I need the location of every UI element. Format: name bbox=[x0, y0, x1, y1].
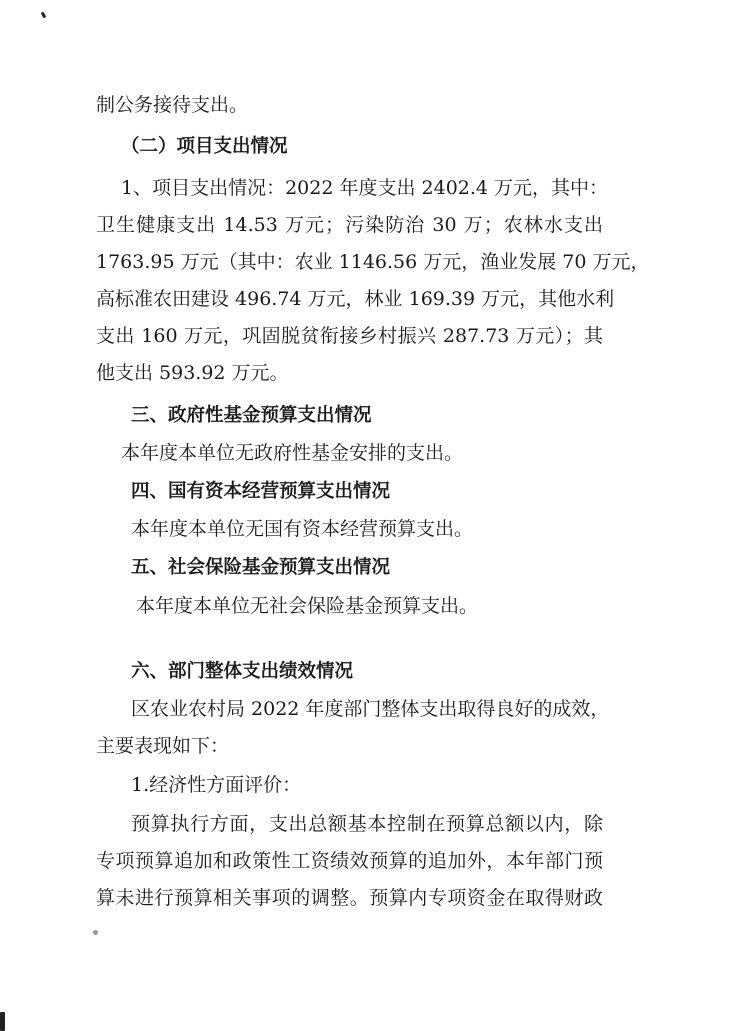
paragraph-line: 专项预算追加和政策性工资绩效预算的追加外，本年部门预 bbox=[96, 850, 603, 872]
paragraph-line: 制公务接待支出。 bbox=[96, 94, 249, 116]
section-heading: 六、部门整体支出绩效情况 bbox=[131, 661, 354, 682]
paragraph-line: 本年度本单位无政府性基金安排的支出。 bbox=[121, 442, 464, 464]
paragraph-line: 支出 160 万元，巩固脱贫衔接乡村振兴 287.73 万元）；其 bbox=[96, 325, 603, 347]
paragraph-line: 本年度本单位无社会保险基金预算支出。 bbox=[136, 595, 479, 617]
paragraph-line: 1、项目支出情况：2022 年度支出 2402.4 万元，其中： bbox=[121, 177, 609, 199]
paragraph-line: 主要表现如下： bbox=[96, 735, 230, 757]
paragraph-line: 卫生健康支出 14.53 万元；污染防治 30 万；农林水支出 bbox=[96, 214, 603, 236]
paragraph-line: 算未进行预算相关事项的调整。预算内专项资金在取得财政 bbox=[96, 887, 603, 909]
scan-edge-mark bbox=[0, 1012, 5, 1031]
paragraph-line: 本年度本单位无国有资本经营预算支出。 bbox=[131, 518, 474, 540]
section-heading: 三、政府性基金预算支出情况 bbox=[131, 405, 372, 426]
paragraph-line: 高标准农田建设 496.74 万元，林业 169.39 万元，其他水利 bbox=[96, 288, 615, 310]
paragraph-line: 1763.95 万元（其中：农业 1146.56 万元，渔业发展 70 万元， bbox=[96, 251, 650, 273]
section-heading: 四、国有资本经营预算支出情况 bbox=[131, 481, 391, 502]
paragraph-line: 1.经济性方面评价： bbox=[131, 774, 302, 796]
paragraph-line: 他支出 593.92 万元。 bbox=[96, 362, 289, 384]
section-heading: 五、社会保险基金预算支出情况 bbox=[131, 557, 391, 578]
paragraph-line: 预算执行方面，支出总额基本控制在预算总额以内，除 bbox=[131, 813, 603, 835]
scan-speck bbox=[41, 12, 47, 19]
section-heading: （二）项目支出情况 bbox=[121, 136, 288, 157]
scan-speck bbox=[93, 930, 98, 935]
paragraph-line: 区农业农村局 2022 年度部门整体支出取得良好的成效， bbox=[131, 698, 610, 720]
